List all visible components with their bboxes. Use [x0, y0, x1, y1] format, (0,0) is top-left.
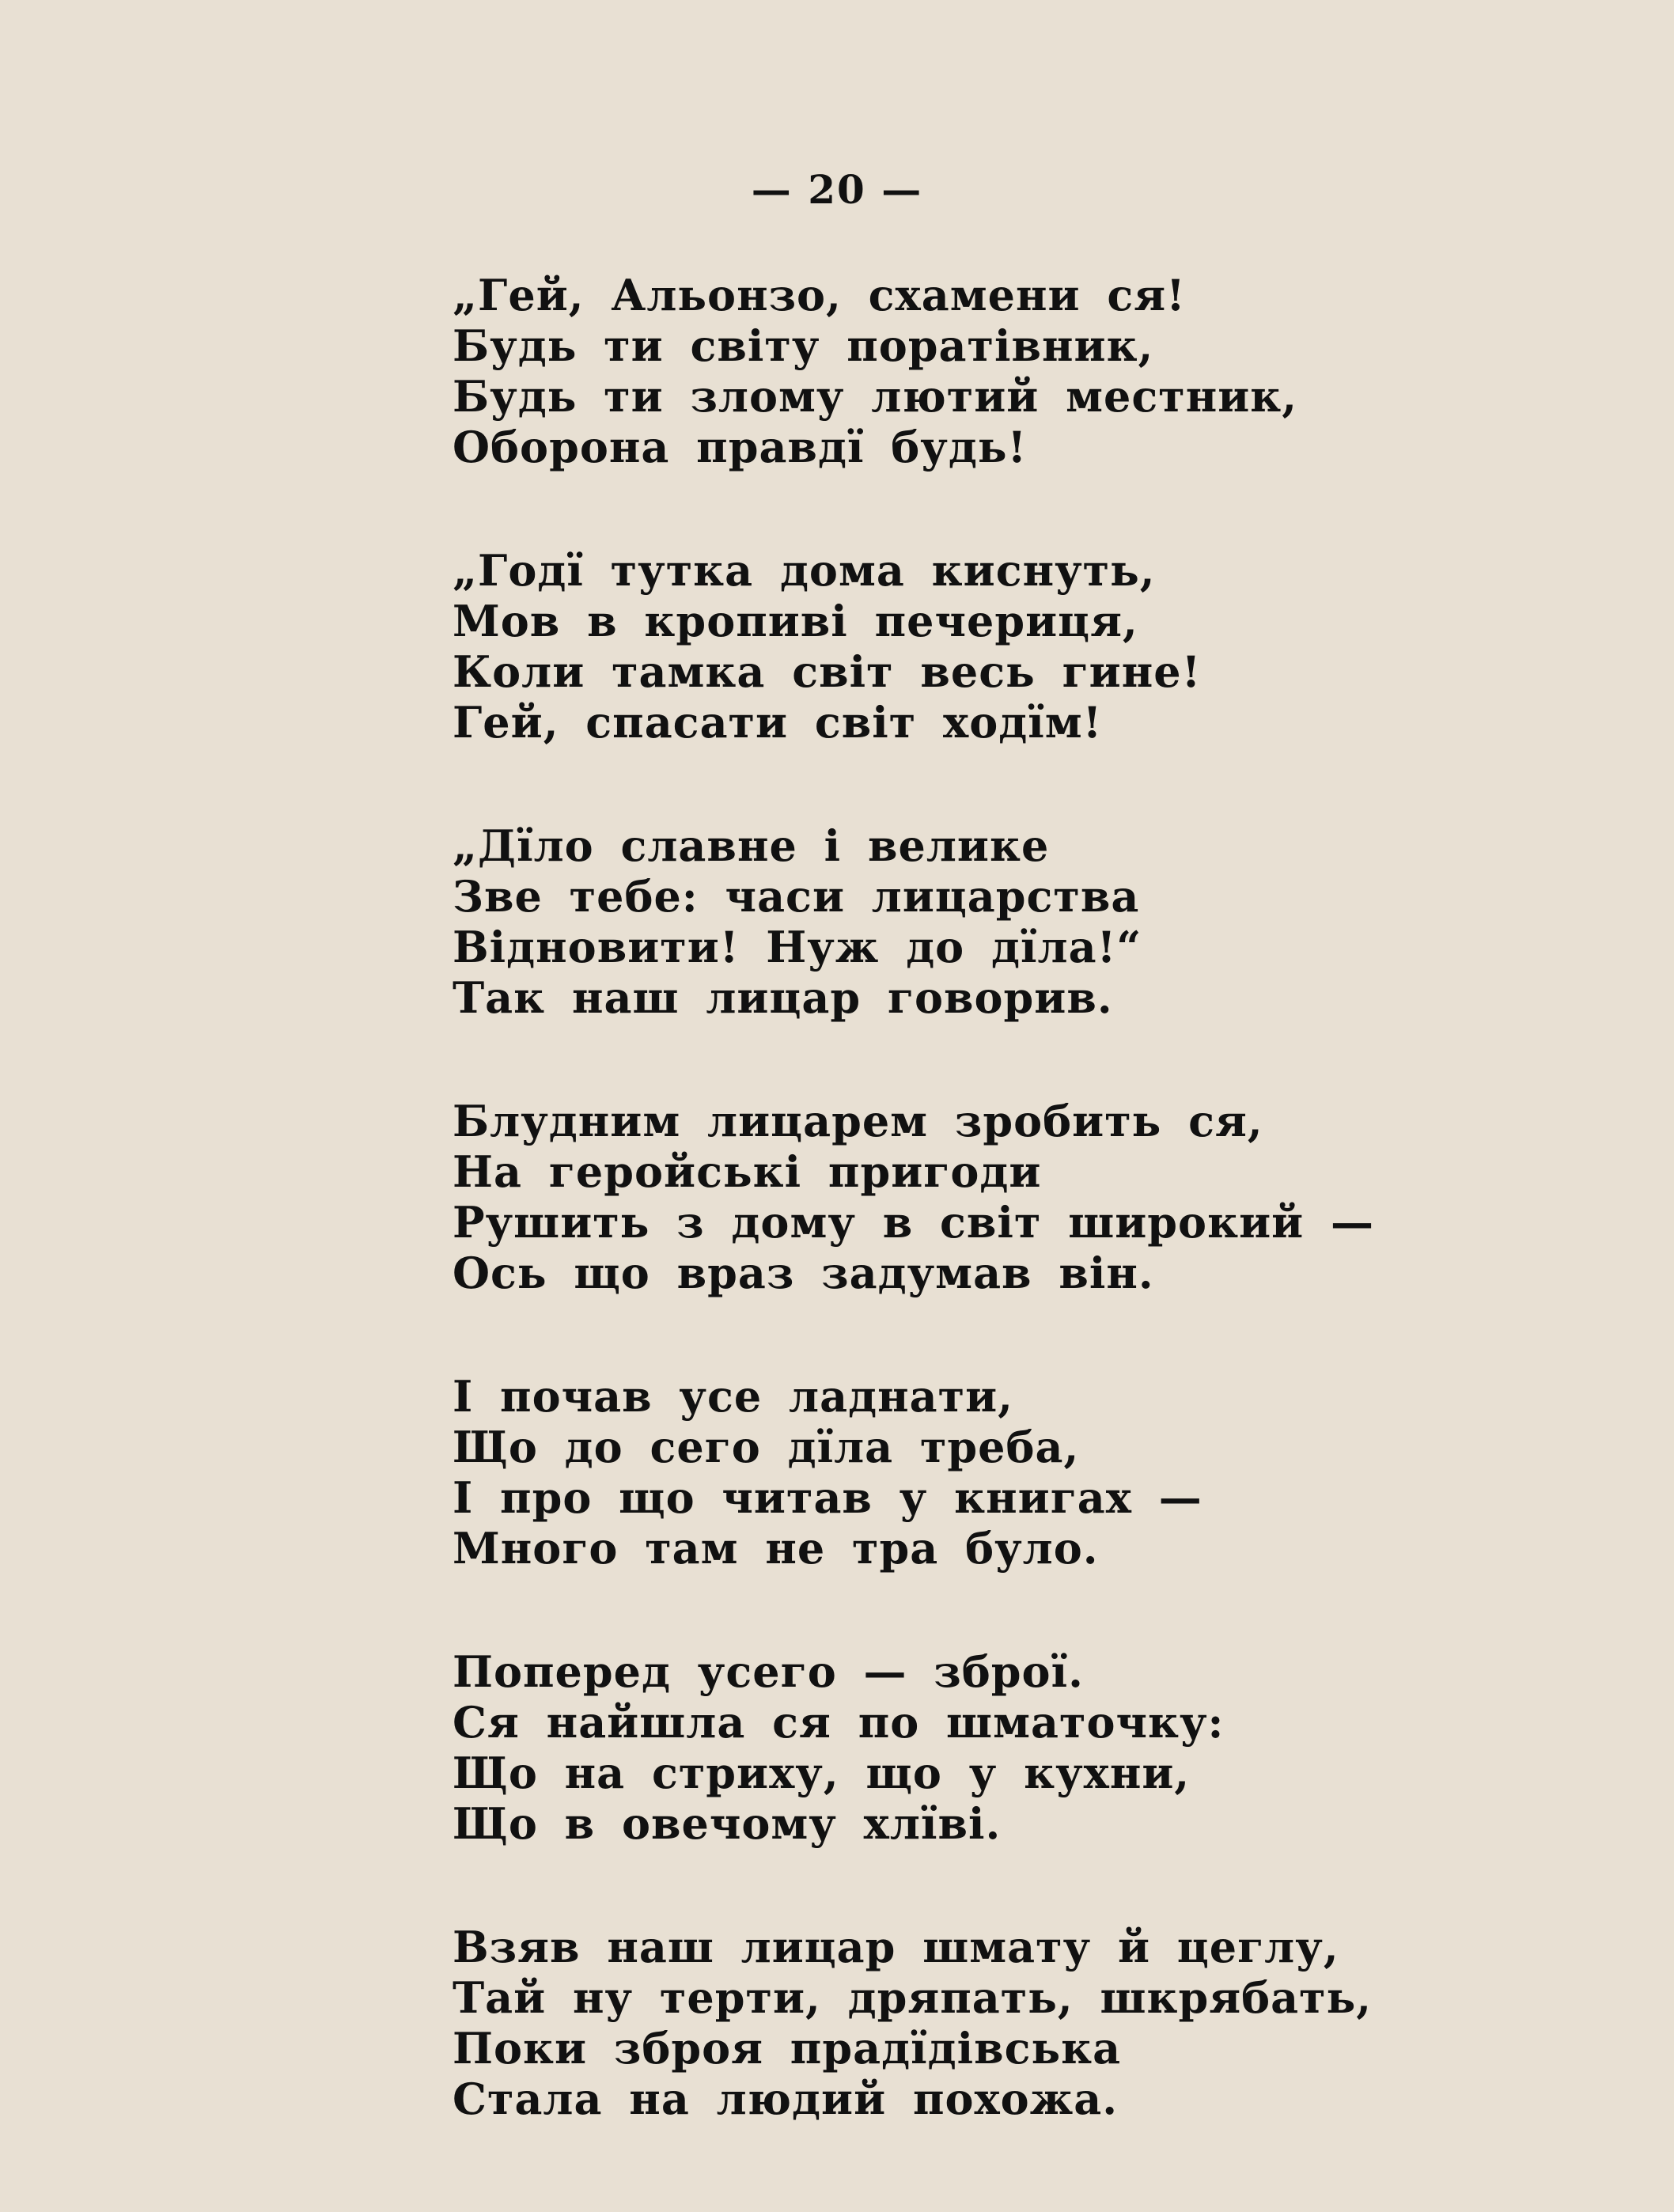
stanza — [453, 1646, 1418, 1849]
poem-line: Зве тебе: часи лицарства — [453, 871, 1140, 922]
stanza — [453, 270, 1418, 472]
poem-line: „Гей, Альонзо, схамени ся! — [453, 270, 1186, 320]
poem-line: Рушить з дому в світ широкий — — [453, 1197, 1374, 1248]
poem-line: Поперед усего — зброї. — [453, 1646, 1084, 1697]
poem-line: Що на стриху, що у кухни, — [453, 1748, 1191, 1798]
poem-line: Ся найшла ся по шматочку: — [453, 1697, 1225, 1748]
poem-line: На геройські пригоди — [453, 1146, 1042, 1197]
stanza — [453, 1371, 1418, 1574]
poem-line: Так наш лицар говорив. — [453, 972, 1113, 1023]
poem-line: Стала на людий похожа. — [453, 2074, 1119, 2124]
page-number: — 20 — — [751, 166, 923, 213]
poem-line: Що до сего дїла треба, — [453, 1422, 1080, 1472]
poem-line: Поки зброя прадїдівська — [453, 2023, 1122, 2074]
poem-line: Що в овечому хлїві. — [453, 1798, 1002, 1849]
stanza — [453, 1922, 1418, 2124]
poem-line: Коли тамка світ весь гине! — [453, 646, 1202, 697]
poem-line: Будь ти злому лютий местник, — [453, 371, 1298, 422]
poem-line: „Дїло славне і велике — [453, 820, 1050, 871]
poem-line: Взяв наш лицар шмату й цеглу, — [453, 1922, 1339, 1972]
poem-line: Тай ну терти, дряпать, шкрябать, — [453, 1972, 1373, 2023]
poem — [453, 270, 1418, 2197]
stanza — [453, 1096, 1418, 1298]
poem-line: „Годї тутка дома киснуть, — [453, 545, 1156, 596]
poem-line: Гей, спасати світ ходїм! — [453, 697, 1103, 748]
poem-line: Будь ти світу поратівник, — [453, 320, 1154, 371]
poem-line: Мов в кропиві печериця, — [453, 596, 1138, 646]
poem-line: Много там не тра було. — [453, 1523, 1099, 1574]
poem-line: Оборона правдї будь! — [453, 422, 1028, 472]
stanza — [453, 545, 1418, 748]
stanza — [453, 820, 1418, 1023]
poem-line: Блудним лицарем зробить ся, — [453, 1096, 1263, 1146]
poem-line: І почав усе ладнати, — [453, 1371, 1013, 1422]
poem-line: Відновити! Нуж до дїла!“ — [453, 922, 1142, 972]
poem-line: Ось що враз задумав він. — [453, 1248, 1154, 1298]
poem-line: І про що читав у книгах — — [453, 1472, 1202, 1523]
